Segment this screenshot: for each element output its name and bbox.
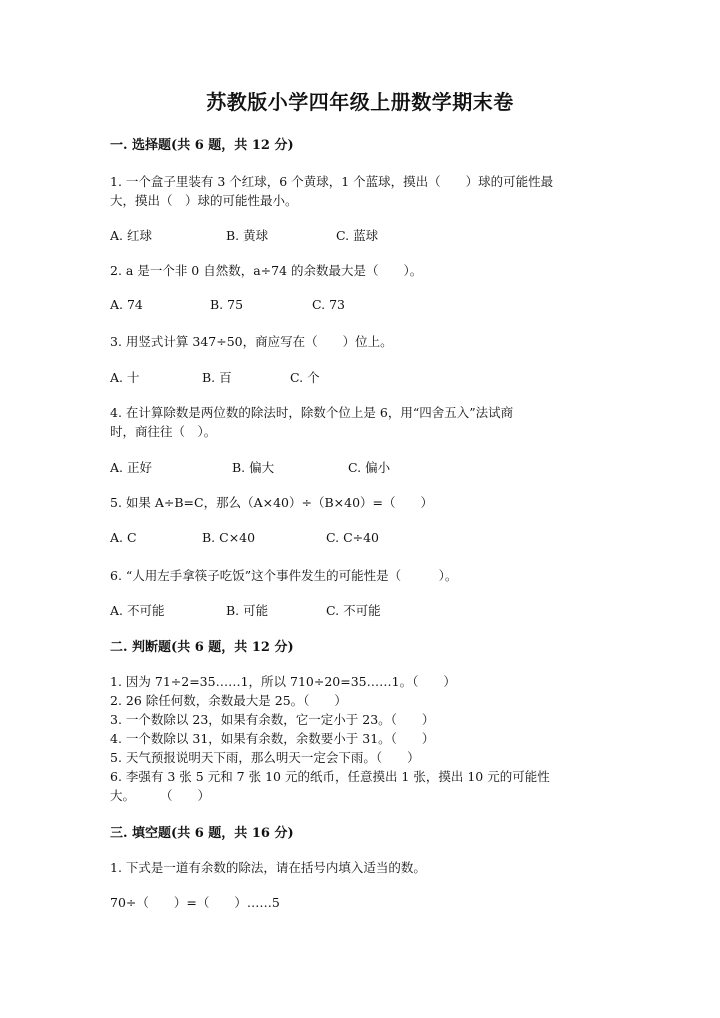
option-b: B. 黄球: [226, 228, 269, 243]
judgement-item: 3. 一个数除以 23，如果有余数，它一定小于 23。（ ）: [110, 712, 435, 727]
option-b: B. C×40: [202, 530, 256, 545]
judgement-item: 6. 李强有 3 张 5 元和 7 张 10 元的纸币，任意摸出 1 张，摸出 10 元的可能性: [110, 769, 550, 784]
option-b: B. 75: [210, 297, 244, 312]
judgement-item-continued: 大。 （ ）: [110, 788, 211, 803]
question-text: 4. 在计算除数是两位数的除法时，除数个位上是 6，用“四舍五入”法试商: [110, 405, 514, 420]
question-text: 大，摸出（ ）球的可能性最小。: [110, 193, 298, 208]
section-heading-fill: 三. 填空题(共 6 题，共 16 分): [110, 826, 294, 841]
section-heading-choice: 一. 选择题(共 6 题，共 12 分): [110, 138, 294, 153]
judgement-item: 5. 天气预报说明天下雨，那么明天一定会下雨。（ ）: [110, 750, 420, 765]
fill-expression: 70÷（ ）=（ ）……5: [110, 895, 280, 910]
option-c: C. 个: [290, 370, 320, 385]
option-c: C. 73: [312, 297, 345, 312]
option-c: C. C÷40: [326, 530, 380, 545]
question-text: 3. 用竖式计算 347÷50，商应写在（ ）位上。: [110, 334, 393, 349]
option-b: B. 百: [202, 370, 232, 385]
question-text: 1. 下式是一道有余数的除法，请在括号内填入适当的数。: [110, 860, 426, 875]
option-a: A. 不可能: [110, 603, 165, 618]
option-c: C. 不可能: [326, 603, 381, 618]
option-a: A. 74: [110, 297, 143, 312]
option-a: A. 红球: [110, 228, 152, 243]
option-a: A. C: [110, 530, 137, 545]
judgement-item: 1. 因为 71÷2=35……1，所以 710÷20=35……1。（ ）: [110, 674, 456, 689]
question-text: 1. 一个盒子里装有 3 个红球，6 个黄球，1 个蓝球，摸出（ ）球的可能性最: [110, 174, 554, 189]
option-b: B. 偏大: [232, 460, 275, 475]
option-a: A. 十: [110, 370, 140, 385]
question-text: 时，商往往（ ）。: [110, 424, 217, 439]
question-text: 2. a 是一个非 0 自然数，a÷74 的余数最大是（ ）。: [110, 263, 423, 278]
option-b: B. 可能: [226, 603, 269, 618]
section-heading-judgement: 二. 判断题(共 6 题，共 12 分): [110, 640, 294, 655]
page-title: 苏教版小学四年级上册数学期末卷: [206, 90, 514, 114]
question-text: 6. “人用左手拿筷子吃饭”这个事件发生的可能性是（ ）。: [110, 568, 458, 583]
option-c: C. 蓝球: [336, 228, 379, 243]
judgement-item: 2. 26 除任何数，余数最大是 25。（ ）: [110, 693, 347, 708]
option-c: C. 偏小: [348, 460, 391, 475]
judgement-item: 4. 一个数除以 31，如果有余数，余数要小于 31。（ ）: [110, 731, 435, 746]
option-a: A. 正好: [110, 460, 152, 475]
question-text: 5. 如果 A÷B=C，那么（A×40）÷（B×40）=（ ）: [110, 495, 434, 510]
